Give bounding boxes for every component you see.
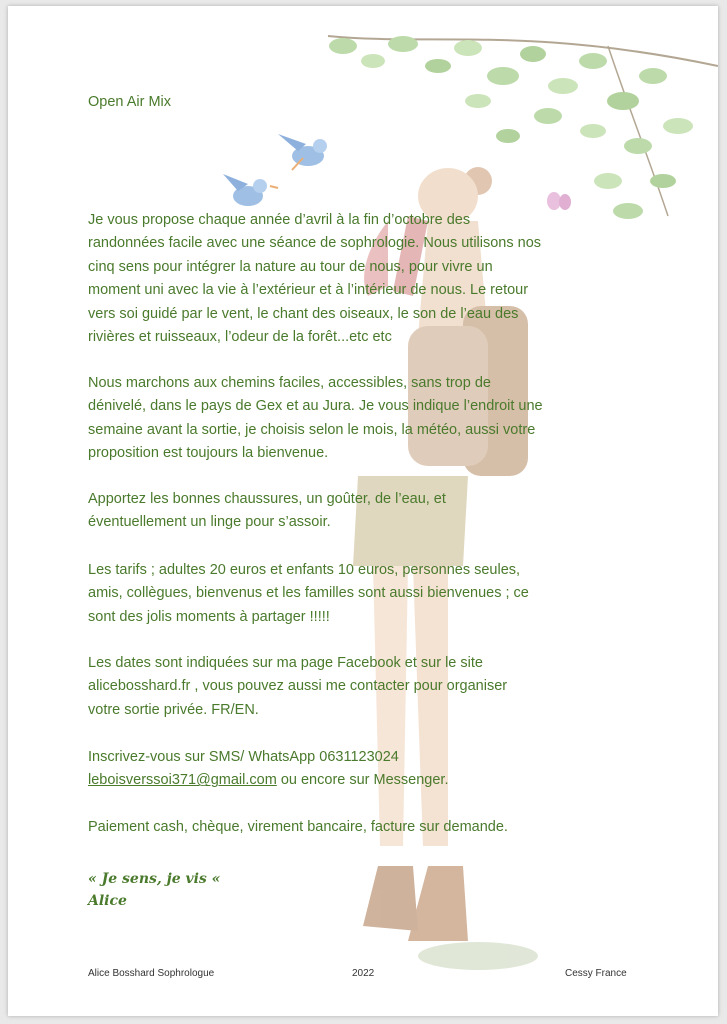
text-line: randonnées facile avec une séance de sophrologie. Nous utilisons nos <box>88 235 542 252</box>
tree-branch-leaves <box>328 36 718 219</box>
footer-year: 2022 <box>352 968 375 979</box>
bird-icon <box>278 134 327 170</box>
text-line: semaine avant la sortie, je choisis selon le mois, la météo, aussi votre <box>88 421 536 438</box>
text-line: Paiement cash, chèque, virement bancaire, facture sur demande. <box>88 819 508 835</box>
text-line: Les tarifs ; adultes 20 euros et enfants 10 euros, personnes seules, <box>88 562 521 578</box>
text-line: votre sortie privée. FR/EN. <box>88 701 259 718</box>
footer-location: Cessy France <box>565 968 627 979</box>
email-line <box>88 769 648 792</box>
text-line: proposition est toujours la bienvenue. <box>88 445 329 462</box>
text-line: dénivelé, dans le pays de Gex et au Jura. Je vous indique l’endroit une <box>88 398 543 415</box>
text-line: Les dates sont indiquées sur ma page Facebook et sur le site <box>88 655 483 671</box>
text-line: Apportez les bonnes chaussures, un goûter, de l’eau, et <box>88 491 446 507</box>
text-line: Nous marchons aux chemins faciles, accessibles, sans trop de <box>88 375 491 391</box>
text-line: moment uni avec la vie à l’extérieur et à l’intérieur de nous. Le retour <box>88 282 529 299</box>
walks-paragraph <box>88 372 648 466</box>
text-line: Je vous propose chaque année d’avril à la fin d’octobre des <box>88 212 471 228</box>
text-line: amis, collègues, bienvenus et les familles sont aussi bienvenues ; ce <box>88 585 529 602</box>
contact-paragraph <box>88 746 648 793</box>
text-line: éventuellement un linge pour s’assoir. <box>88 514 331 531</box>
messenger-text: ou encore sur Messenger. <box>276 772 449 789</box>
dates-paragraph <box>88 652 648 722</box>
prices-paragraph <box>88 559 648 629</box>
butterfly-icon <box>547 192 571 210</box>
bird-icon <box>223 174 278 206</box>
text-line: rivières et ruisseaux, l’odeur de la forêt...etc etc <box>88 329 392 346</box>
text-line: alicebosshard.fr , vous pouvez aussi me contacter pour organiser <box>88 678 508 695</box>
text-line: cinq sens pour intégrer la nature au tour de nous, pour vivre un <box>88 258 493 275</box>
phone-line: Inscrivez-vous sur SMS/ WhatsApp 0631123024 <box>88 749 399 765</box>
document-page <box>8 6 718 1016</box>
text-line: sont des jolis moments à partager !!!!! <box>88 608 330 625</box>
signature-name: Alice <box>88 893 127 909</box>
email-link[interactable]: leboisverssoi371@gmail.com <box>88 772 277 789</box>
intro-paragraph <box>88 209 648 349</box>
text-line: vers soi guidé par le vent, le chant des oiseaux, le son de l’eau des <box>88 305 519 322</box>
payment-paragraph <box>88 816 648 839</box>
bring-paragraph <box>88 488 648 535</box>
footer-author: Alice Bosshard Sophrologue <box>88 968 215 979</box>
flyer-title: Open Air Mix <box>88 94 171 110</box>
signature-quote <box>88 868 220 912</box>
quote-line: « Je sens, je vis « <box>88 871 221 887</box>
